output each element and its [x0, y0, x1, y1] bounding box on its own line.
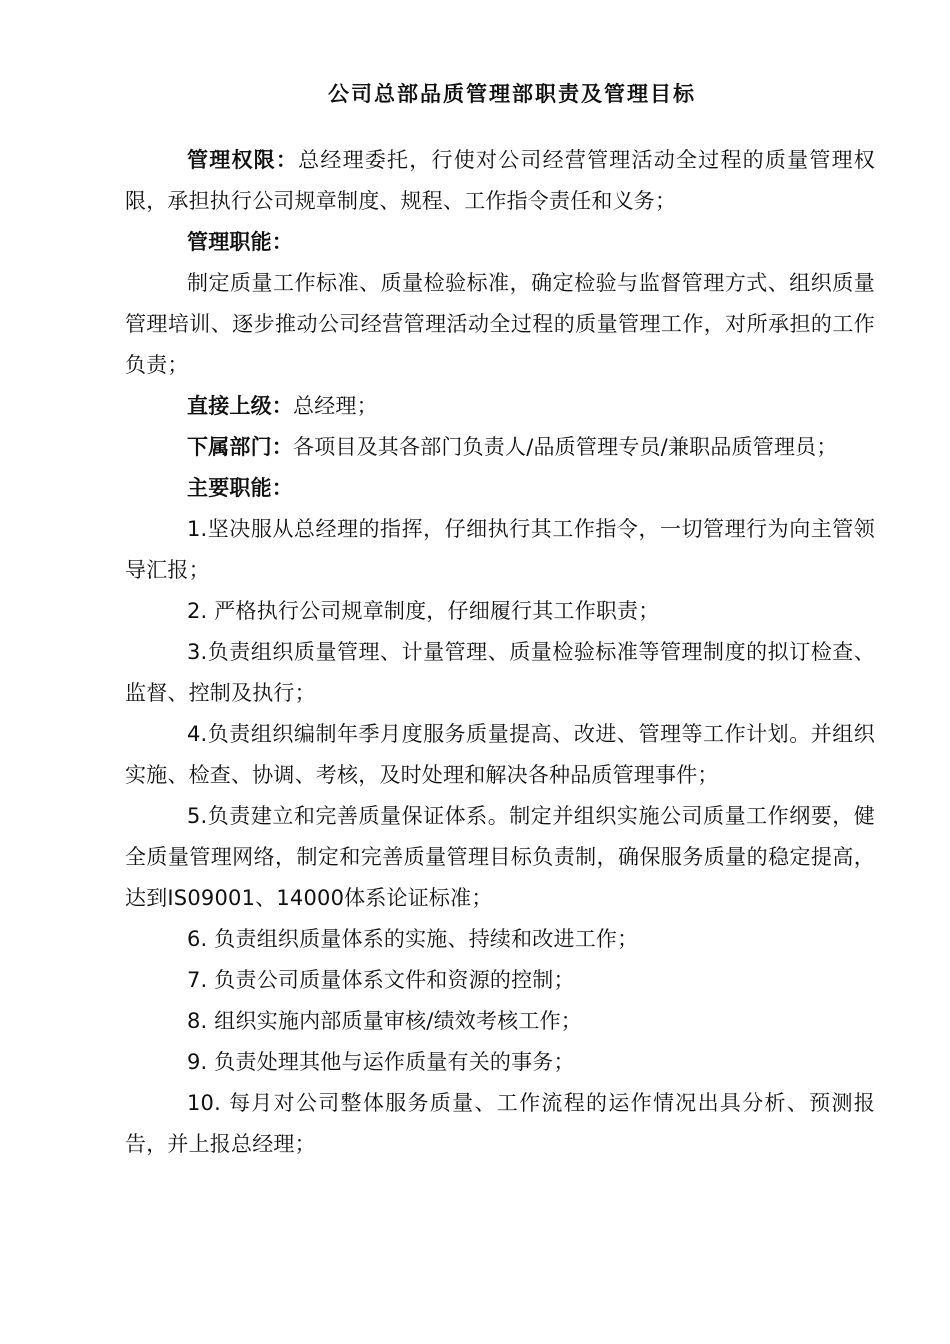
authority-text: 总经理委托，行使对公司经营管理活动全过程的质量管理权限，承担执行公司规章制度、规程、工作指令责任和义务； [125, 148, 876, 213]
duty-item-9: 9. 负责处理其他与运作质量有关的事务； [187, 1050, 575, 1074]
subordinates-paragraph [125, 427, 875, 468]
duty-item-1: 1.坚决服从总经理的指挥，仔细执行其工作指令，一切管理行为向主管领导汇报； [125, 517, 875, 582]
document-body [125, 140, 875, 1165]
authority-paragraph [125, 140, 875, 222]
functions-heading [125, 222, 875, 263]
duty-item-8: 8. 组织实施内部质量审核/绩效考核工作； [187, 1009, 582, 1033]
duty-item-6: 6. 负责组织质量体系的实施、持续和改进工作； [187, 927, 639, 951]
duty-item-3: 3.负责组织质量管理、计量管理、质量检验标准等管理制度的拟订检查、监督、控制及执行； [125, 640, 875, 705]
duty-item-10: 10. 每月对公司整体服务质量、工作流程的运作情况出具分析、预测报告，并上报总经理； [125, 1091, 875, 1156]
duty-item-4: 4.负责组织编制年季月度服务质量提高、改进、管理等工作计划。并组织实施、检查、协调、考核，及时处理和解决各种品质管理事件； [125, 722, 875, 787]
subordinates-label: 下属部门： [187, 435, 293, 459]
duties-label: 主要职能： [187, 476, 293, 500]
duty-item-5: 5.负责建立和完善质量保证体系。制定并组织实施公司质量工作纲要，健全质量管理网络，制定和完善质量管理目标负责制，确保服务质量的稳定提高，达到IS09001、14000体系论证标准； [125, 804, 875, 910]
duty-item-7: 7. 负责公司质量体系文件和资源的控制； [187, 968, 575, 992]
superior-paragraph [125, 386, 875, 427]
authority-label: 管理权限： [187, 148, 299, 172]
duty-item-2: 2. 严格执行公司规章制度，仔细履行其工作职责； [187, 599, 660, 623]
subordinates-text: 各项目及其各部门负责人/品质管理专员/兼职品质管理员； [293, 435, 838, 459]
superior-label: 直接上级： [187, 394, 293, 418]
superior-text: 总经理； [293, 394, 378, 418]
functions-paragraph [125, 263, 875, 386]
functions-label: 管理职能： [187, 230, 293, 254]
document-title: 公司总部品质管理部职责及管理目标 [328, 82, 696, 106]
duties-heading [125, 468, 875, 509]
functions-text: 制定质量工作标准、质量检验标准，确定检验与监督管理方式、组织质量管理培训、逐步推动公司经营管理活动全过程的质量管理工作，对所承担的工作负责； [125, 271, 875, 377]
